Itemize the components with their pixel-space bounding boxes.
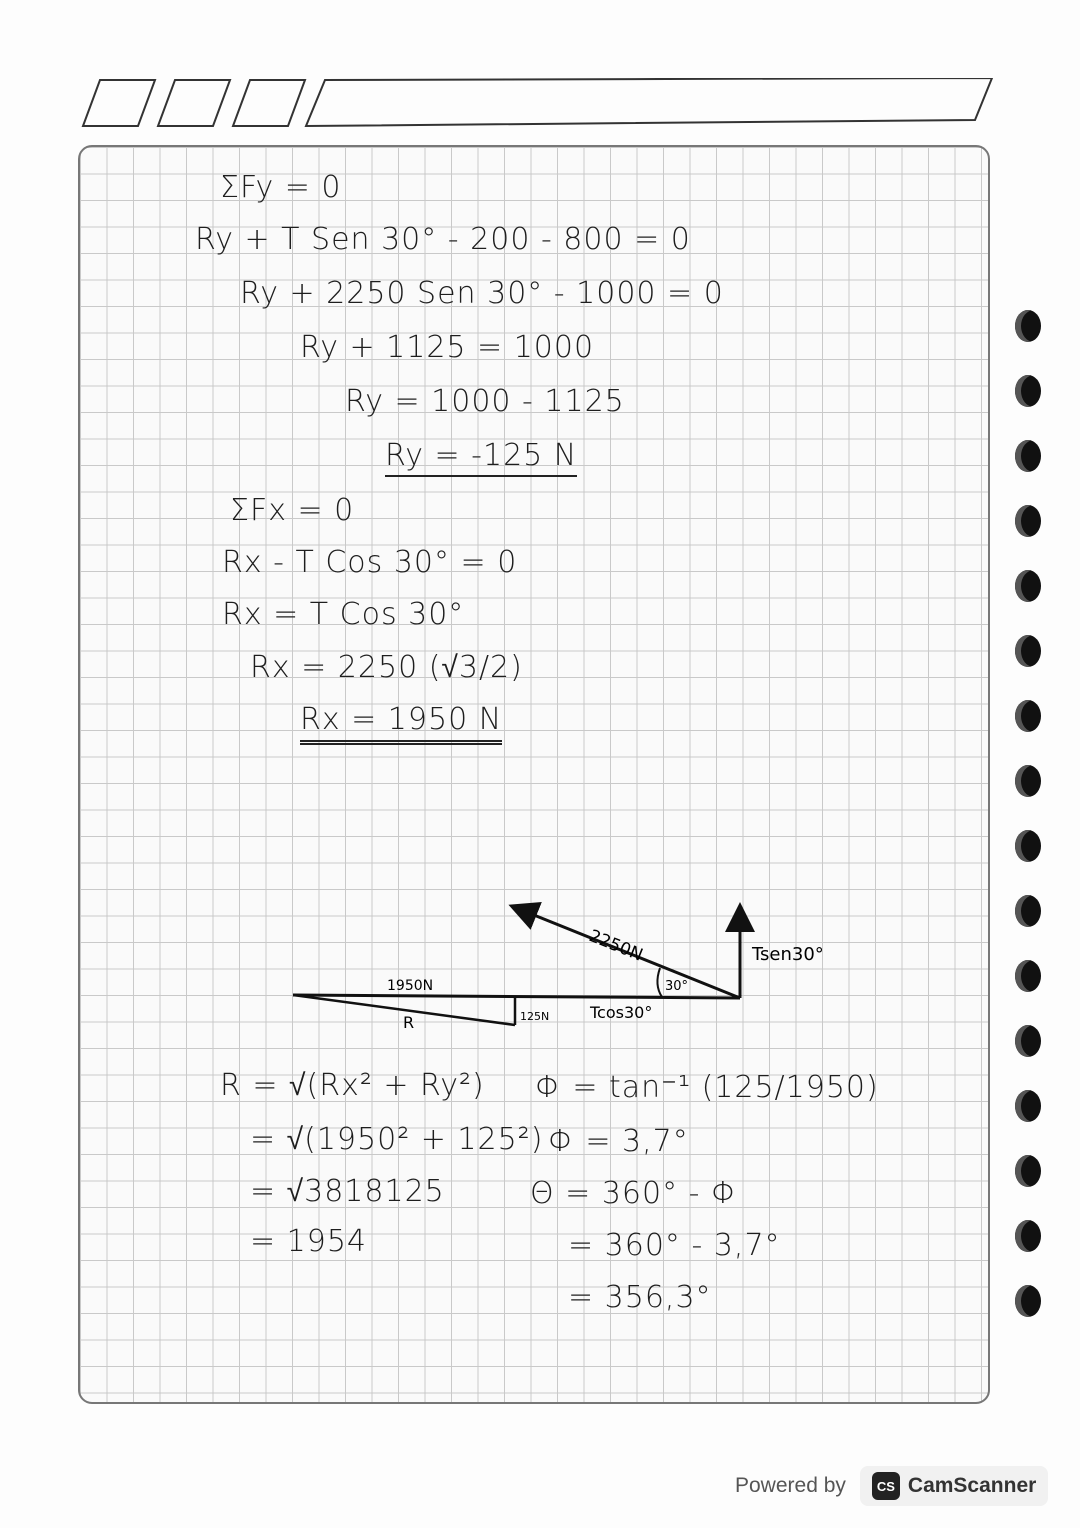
ry-result: Ry = -125 N: [385, 438, 577, 477]
r-step-3: = √3818125: [250, 1174, 445, 1209]
eq-x-2: Rx - T Cos 30° = 0: [222, 545, 518, 580]
sum-fy: ΣFy = 0: [220, 170, 342, 205]
spiral-binding: [1015, 310, 1041, 1350]
r-step-2: = √(1950² + 125²): [250, 1122, 544, 1157]
ry-label: 125N: [520, 1010, 550, 1023]
camscanner-badge: [860, 1466, 1048, 1506]
rx-result: Rx = 1950 N: [300, 702, 502, 745]
angle-label: 30°: [665, 979, 689, 994]
eq-y-3: Ry + 2250 Sen 30° - 1000 = 0: [240, 276, 724, 311]
eq-y-4: Ry + 1125 = 1000: [300, 330, 595, 365]
rx-label: 1950N: [387, 978, 434, 994]
camscanner-brand: CamScanner: [907, 1474, 1037, 1497]
powered-by-text: Powered by: [735, 1474, 846, 1497]
eq-x-3: Rx = T Cos 30°: [222, 597, 465, 632]
angle-arc: [657, 968, 662, 997]
r-label: R: [403, 1013, 415, 1032]
sum-fx: ΣFx = 0: [230, 493, 355, 528]
tsen30-label: Tsen30°: [752, 944, 824, 965]
r-result: = 1954: [250, 1224, 368, 1259]
horizontal-axis: [293, 995, 740, 998]
theta-formula: Θ = 360° - Φ: [530, 1176, 738, 1211]
camscanner-watermark: [735, 1466, 1048, 1506]
camscanner-logo-icon: CS: [872, 1472, 900, 1500]
eq-y-5: Ry = 1000 - 1125: [345, 384, 625, 419]
r-formula: R = √(Rx² + Ry²): [220, 1068, 485, 1103]
phi-value: Φ = 3,7°: [548, 1124, 689, 1159]
theta-result: = 356,3°: [568, 1280, 712, 1315]
phi-formula: Φ = tan⁻¹ (125/1950): [535, 1070, 879, 1105]
theta-step: = 360° - 3,7°: [568, 1228, 781, 1263]
eq-y-2: Ry + T Sen 30° - 200 - 800 = 0: [195, 222, 691, 257]
eq-x-4: Rx = 2250 (√3/2): [250, 650, 523, 685]
tension-label: 2250N: [586, 926, 646, 966]
tcos30-label: Tcos30°: [590, 1003, 653, 1022]
